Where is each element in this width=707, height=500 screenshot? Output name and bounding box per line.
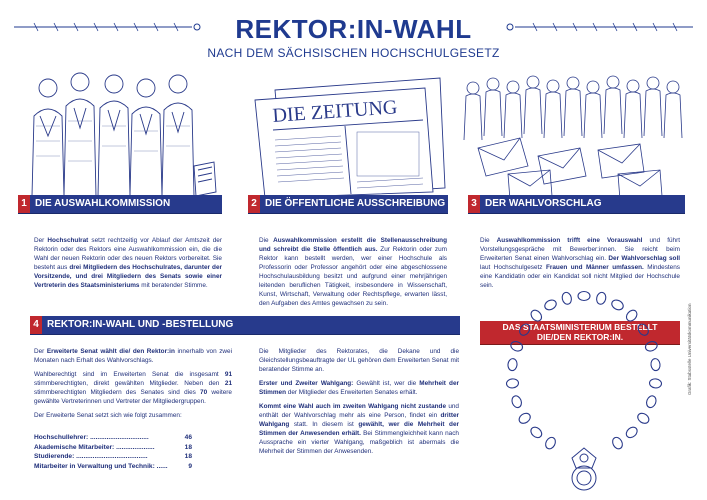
chain-link <box>649 378 662 388</box>
chain-link <box>509 340 523 353</box>
section-3-text: Die Auswahlkommission trifft eine Vorauswahl und führt Vorstellungsgespräche mit Bewerber:innen. Sie reicht beim Erweiterten Senat einen Wahlvorschlag ein. Der Wahlvorschlag soll laut Hochschulgesetz Frauen und Männer umfassen. Mindestens eine Kandidatin oder ein Kandidat soll nicht Mitglied der Hochschule sein. <box>480 237 680 289</box>
section-number-3: 3 <box>468 195 480 213</box>
tally-row: Akademische Mitarbeiter: ..................... 18 <box>34 443 192 451</box>
chain-link <box>645 394 658 408</box>
credit-text: Grafik: Stabsstelle Universitätskommunikation <box>687 303 692 395</box>
newspaper-headline: DIE ZEITUNG <box>271 96 399 127</box>
chain-link <box>510 394 523 408</box>
chain-link <box>610 298 625 312</box>
ministry-callout: DAS STAATSMINISTERIUM BESTELLT DIE/DEN REKTOR:IN. <box>480 321 680 344</box>
chain-link <box>518 322 532 337</box>
newspaper-illustration <box>245 70 450 200</box>
section-number-4: 4 <box>30 316 42 334</box>
chain-link <box>517 411 532 425</box>
chain-link <box>529 425 544 440</box>
chain-link <box>595 291 607 305</box>
section-4-left-text: Der Erweiterte Senat wählt die/ den Rektor:in innerhalb von zwei Monaten nach Erhalt des Wahlvorschlags. Wahlberechtigt sind im Erweiterten Senat die insgesamt 91 stimmberechtigten, direkt gewählten Mitglieder. Neben den 21 stimmberechtigten Mitgliedern des Senates sind dies 70 weitere gewählte Vertreterinnen und Vertreter der Mitgliedergruppen. Der Erweiterte Senat setzt sich wie folgt zusammen: <box>34 348 233 419</box>
section-bar-3 <box>468 195 685 213</box>
page-subtitle: NACH DEM SÄCHSISCHEN HOCHSCHULGESETZ <box>207 46 500 60</box>
chain-link <box>611 436 625 451</box>
committee-people-illustration <box>18 66 218 198</box>
section-label-2: DIE ÖFFENTLICHE AUSSCHREIBUNG <box>265 198 446 209</box>
page-title: REKTOR:IN-WAHL <box>235 14 472 44</box>
chain-link <box>624 308 639 323</box>
chain-link <box>506 378 519 388</box>
chain-link <box>529 308 544 323</box>
section-number-2: 2 <box>248 195 260 213</box>
section-4-middle-text: Die Mitglieder des Rektorates, die Dekane und die Gleichstellungsbeauftragte der UL gehören dem Erweiterten Senat mit beratender Stimme an. Erster und Zweiter Wahlgang: Gewählt ist, wer die Mehrheit der Stimmen der Mitglieder des Erweiterten Senates erhält. Kommt eine Wahl auch im zweiten Wahlgang nicht zustande und enthält der Wahlvorschlag mehr als eine Person, findet ein dritter Wahlgang statt. In diesem ist gewählt, wer die Mehrheit der Stimmen der Anwesenden erhält. Bei Stimmengleichheit kann nach Aussprache ein vierter Wahlgang, maßgeblich ist abermals die Mehrheit der Stimmen der Anwesenden. <box>259 348 459 455</box>
chain-link <box>624 425 639 440</box>
chain-link <box>644 340 658 353</box>
chain-link <box>650 358 660 371</box>
crowd-letters-illustration <box>458 70 688 202</box>
tally-row: Hochschullehrer: ................................ 46 <box>34 434 192 441</box>
chain-link <box>561 291 573 305</box>
section-bar-1 <box>18 195 222 213</box>
section-label-1: DIE AUSWAHLKOMMISSION <box>35 198 171 209</box>
section-label-3: DER WAHLVORSCHLAG <box>485 198 602 209</box>
chain-link <box>544 436 558 451</box>
chain-of-office-illustration <box>500 282 680 494</box>
tally-row: Studierende: ....................................... 18 <box>34 453 192 460</box>
section-2-text: Die Auswahlkommission erstellt die Stellenausschreibung und schreibt die Stelle öffentlich aus. Zur Rektorin oder zum Rektor kann bestellt werden, wer einer Hochschule als Professorin oder Professor angehört oder eine abgeschlossene Hochschulausbildung besitzt und aufgrund einer mehrjährigen leitenden beruflichen Tätigkeit, insbesondere in Wissenschaft, Kunst, Wirtschaft, Verwaltung oder Rechtspflege, erwarten lässt, den Aufgaben des Amtes gewachsen zu sein. <box>259 237 447 307</box>
chain-link <box>578 292 590 301</box>
chain-link <box>543 298 558 312</box>
section-1-text: Der Hochschulrat setzt rechtzeitig vor Ablauf der Amtszeit der Rektorin oder des Rektors eine Auswahlkommission ein, die die Wahl der neuen Rektorin oder des neuen Rektors vorbereitet. Sie besteht aus drei Mitgliedern des Hochschulrates, darunter der Vorsitzende, und drei Mitgliedern des Senats sowie einer Vertreterin des Staatsministeriums mit beratender Stimme. <box>34 237 222 289</box>
section-bar-4 <box>30 316 460 334</box>
section-number-1: 1 <box>18 195 30 213</box>
section-label-4: REKTOR:IN-WAHL UND -BESTELLUNG <box>47 319 234 330</box>
chain-link <box>507 358 517 371</box>
section-bar-2 <box>248 195 448 213</box>
chain-link <box>636 411 651 425</box>
tally-row: Mitarbeiter in Verwaltung und Technik: ...... 9 <box>34 462 192 470</box>
senate-composition-list <box>34 433 192 471</box>
chain-link <box>636 322 650 337</box>
